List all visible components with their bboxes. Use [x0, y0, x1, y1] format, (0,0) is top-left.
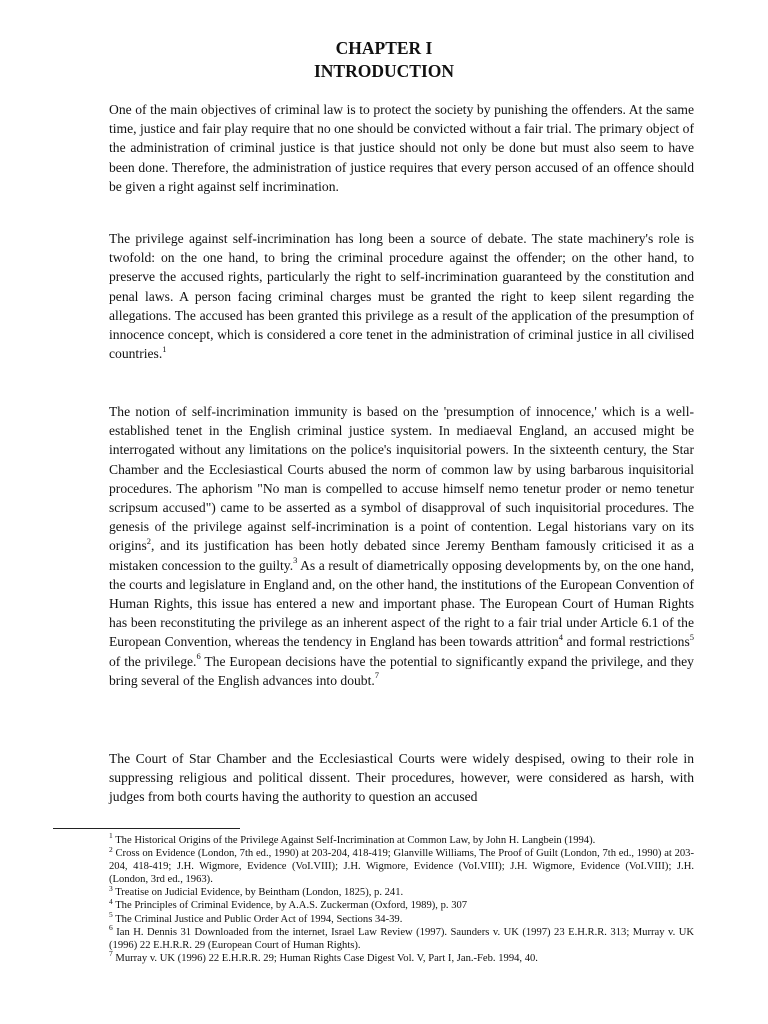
- footnote-text: Cross on Evidence (London, 7th ed., 1990) at 203-204, 418-419; Glanville Williams, The Proof of Guilt (London, 7th ed., 1990) at 203-204, 418-419; J.H. Wigmore, Evidence (VoI.VIII); J.H. Wigmore, Evidence (VoI.VIII); J.H. Wigmore, Evidence (VoI.VIII); J.H. (London, 3rd ed., 1963).: [109, 848, 694, 886]
- paragraph-3-part-e: of the privilege.: [109, 653, 197, 669]
- paragraph-2-text: The privilege against self-incrimination has long been a source of debate. The state machinery's role is twofold: on the one hand, to bring the criminal procedure against the offender; on the other hand, to preserve the accused rights, particularly the right to self-incrimination guaranteed by the constitution and penal laws. A person facing criminal charges must be granted the right to keep silent regarding the allegations. The accused has been granted this privilege as a result of the application of the presumption of innocence concept, which is considered a core tenet in the administration of criminal justice in all civilised countries.: [109, 231, 694, 362]
- footnote-ref-2: 2: [146, 535, 152, 546]
- footnote-ref-6: 6: [196, 651, 201, 662]
- footnote-text: Ian H. Dennis 31 Downloaded from the internet, Israel Law Review (1997). Saunders v. UK (1997) 23 E.H.R.R. 313; Murray v. UK (1996) 22 E.H.R.R. 29 (European Court of Human Rights).: [109, 926, 694, 951]
- footnotes: [109, 831, 694, 965]
- paragraph-3: [109, 402, 694, 690]
- footnote-text: Murray v. UK (1996) 22 E.H.R.R. 29; Human Rights Case Digest Vol. V, Part I, Jan.-Feb. 1994, 40.: [112, 952, 538, 964]
- footnote-2: [109, 844, 694, 886]
- chapter-title: INTRODUCTION: [313, 61, 455, 81]
- footnote-1: [109, 831, 694, 847]
- footnote-separator: [53, 828, 240, 829]
- paragraph-2: [109, 229, 694, 363]
- footnote-text: The Principles of Criminal Evidence, by A.A.S. Zuckerman (Oxford, 1989), p. 307: [112, 900, 468, 912]
- footnote-6: [109, 923, 694, 952]
- paragraph-3-part-a: The notion of self-incrimination immunity is based on the 'presumption of innocence,' which is a well-established tenet in the English criminal justice system. In mediaeval England, an accused might be interrogated without any limitations on the police's inquisitorial powers. In the sixteenth century, the Star Chamber and the Ecclesiastical Courts abused the norm of common law by using barbarous inquisitorial procedures. The aphorism "No man is compelled to accuse himself nemo tenetur proder or nemo tenetur scripsum accused") came to be asserted as a symbol of disapproval of such inquisitorial procedures. The genesis of the privilege against self-incrimination is a point of contention. Legal historians vary on its origins: [109, 404, 694, 554]
- paragraph-3-part-d: and formal restrictions: [563, 634, 690, 650]
- footnote-number: 2: [109, 844, 113, 854]
- footnote-number: 5: [109, 910, 113, 920]
- footnote-3: [109, 883, 694, 899]
- footnote-5: [109, 910, 694, 926]
- paragraph-4: The Court of Star Chamber and the Ecclesiastical Courts were widely despised, owing to their role in suppressing religious and political dissent. Their procedures, however, were considered as harsh, with judges from both courts having the authority to question an accused: [109, 751, 694, 805]
- footnote-ref-3: 3: [293, 555, 298, 566]
- footnote-ref-5: 5: [689, 631, 694, 642]
- footnote-7: [109, 949, 694, 965]
- paragraph-3-part-c: As a result of diametrically opposing developments by, on the one hand, the courts and legislature in England and, on the other hand, the institutions of the European Convention of Human Rights, this issue has entered a new and important phase. The European Court of Human Rights has been reconstituting the privilege as an inherent aspect of the right to a fair trial under Article 6.1 of the European Convention, whereas the tendency in England has been towards attrition: [109, 557, 694, 650]
- paragraph-3-part-f: The European decisions have the potential to significantly expand the privilege, and they bring several of the English advances into doubt.: [109, 653, 694, 688]
- chapter-number: CHAPTER I: [335, 38, 433, 58]
- footnote-text: Treatise on Judicial Evidence, by Beintham (London, 1825), p. 241.: [112, 887, 404, 899]
- footnote-number: 4: [109, 896, 113, 906]
- footnote-4: [109, 896, 694, 912]
- footnote-ref-1: 1: [162, 343, 167, 354]
- paragraph-1: One of the main objectives of criminal law is to protect the society by punishing the offenders. At the same time, justice and fair play require that no one should be convicted without a fair trial. The primary object of the administration of criminal justice is that justice should not only be done but must also seem to have been done. Therefore, the administration of justice requires that every person accused of an offence should be given a right against self incrimination.: [109, 102, 694, 194]
- footnote-text: The Historical Origins of the Privilege Against Self-Incrimination at Common Law, by John H. Langbein (1994).: [112, 835, 596, 846]
- footnote-number: 6: [109, 923, 113, 933]
- footnote-ref-7: 7: [374, 670, 380, 681]
- footnote-ref-4: 4: [558, 631, 564, 642]
- footnote-number: 3: [109, 883, 113, 893]
- footnote-text: The Criminal Justice and Public Order Act of 1994, Sections 34-39.: [112, 913, 403, 925]
- footnote-number: 7: [109, 949, 113, 959]
- paragraph-3-part-b: , and its justification has been hotly debated since Jeremy Bentham famously criticised it as a mistaken concession to the guilty.: [109, 538, 694, 573]
- footnote-number: 1: [109, 831, 113, 841]
